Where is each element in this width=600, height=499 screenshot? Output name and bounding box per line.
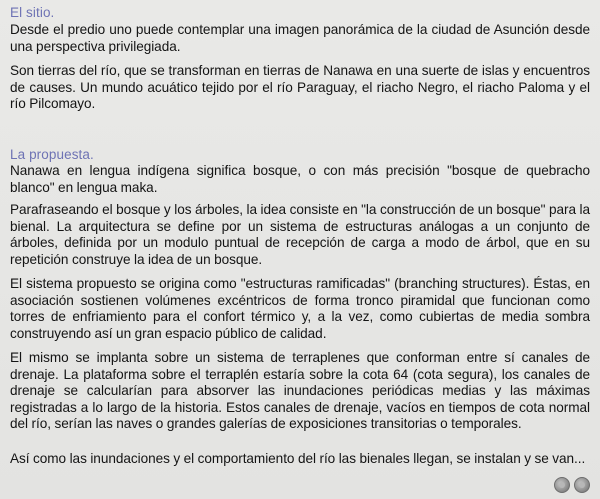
circular-logo-icon [554, 477, 570, 493]
circular-seal-icon [574, 477, 590, 493]
paragraph-propuesta-4: El mismo se implanta sobre un sistema de terraplenes que conforman entre sí canales de drenaje. La plataforma sobre el terraplén estaría sobre la cota 64 (cota segura), los canales de drenaje se calcularían para absorver las inundaciones periódicas medias y las máximas registradas a lo largo de la historia. Estos canales de drenaje, vacíos en tiempos de cota normal del río, serían las naves o grandes galerías de exposiciones transitorias o temporales. [10, 350, 590, 432]
paragraph-propuesta-5: Así como las inundaciones y el comportamiento del río las bienales llegan, se instalan y se van... [10, 451, 586, 466]
paragraph-propuesta-3: El sistema propuesto se origina como "estructuras ramificadas" (branching structures). Éstas, en asociación sostienen volúmenes excéntricos de forma tronco piramidal que funcionan como torres de enfriamiento para el confort térmico y, a la vez, como cubiertas de media sombra construyendo así un gran espacio público de calidad. [10, 276, 590, 341]
paragraph-propuesta-1: Nanawa en lengua indígena significa bosque, o con más precisión "bosque de quebracho blanco" en lengua maka. [10, 163, 590, 195]
section-title-la-propuesta: La propuesta. [10, 147, 94, 162]
section-title-el-sitio: El sitio. [10, 5, 55, 20]
paragraph-sitio-1: Desde el predio uno puede contemplar una imagen panorámica de la ciudad de Asunción desde una perspectiva privilegiada. [10, 22, 590, 54]
logo-group [554, 477, 590, 493]
paragraph-sitio-2: Son tierras del río, que se transforman en tierras de Nanawa en una suerte de islas y encuentros de causes. Un mundo acuático tejido por el río Paraguay, el riacho Negro, el riacho Paloma y el río Pilcomayo. [10, 63, 590, 112]
paragraph-propuesta-2: Parafraseando el bosque y los árboles, la idea consiste en "la construcción de un bosque" para la bienal. La arquitectura se define por un sistema de estructuras análogas a un conjunto de árboles, definida por un modulo puntual de recepción de carga a modo de árbol, que en su repetición construye la idea de un bosque. [10, 202, 590, 267]
